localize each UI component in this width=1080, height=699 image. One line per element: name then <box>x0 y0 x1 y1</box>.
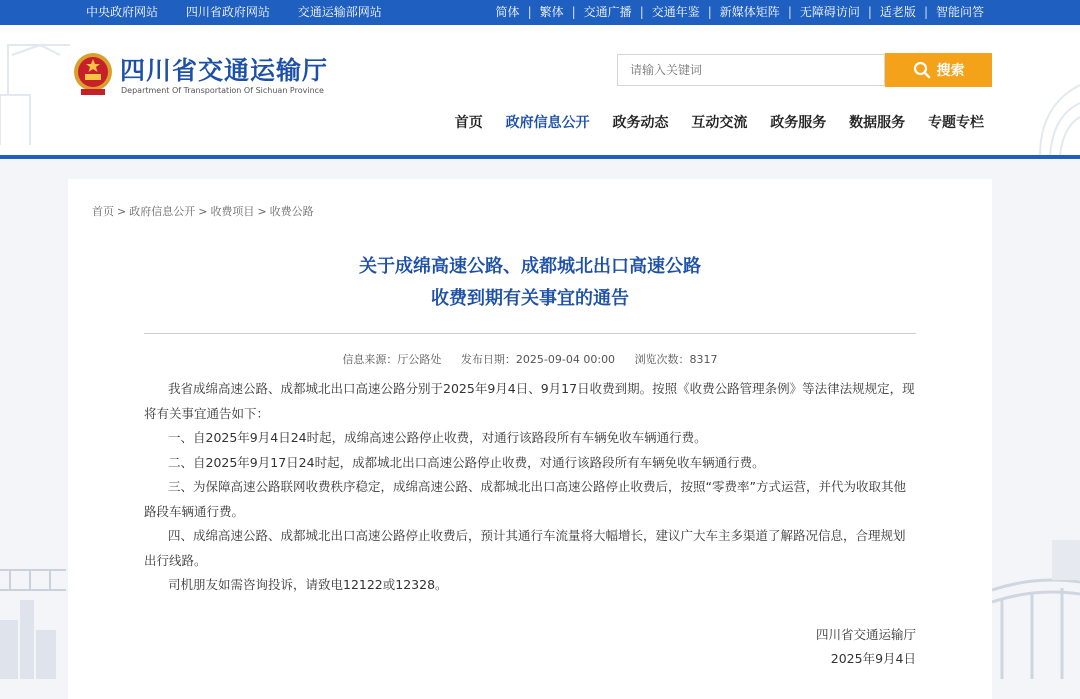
nav-special-topics[interactable]: 专题专栏 <box>928 115 984 131</box>
article-title-line2: 收费到期有关事宜的通告 <box>431 288 629 309</box>
link-smart-qa[interactable]: 智能问答 <box>935 5 984 19</box>
article-source: 信息来源：厅公路处 <box>342 353 442 366</box>
org-name-english: Department Of Transportation Of Sichuan Province <box>121 86 324 95</box>
article-card <box>68 179 992 699</box>
article-paragraph: 一、自2025年9月4日24时起，成绵高速公路停止收费，对通行该路段所有车辆免收车辆通行费。 <box>168 430 707 445</box>
link-accessibility[interactable]: 无障碍访问 <box>799 5 860 19</box>
article-paragraph: 三、为保障高速公路联网收费秩序稳定，成绵高速公路、成都城北出口高速公路停止收费后，按照“零费率”方式运营，并代为收取其他路段车辆通行费。 <box>144 479 906 519</box>
article-views: 浏览次数：8317 <box>634 353 718 366</box>
link-yearbook[interactable]: 交通年鉴 <box>651 5 700 19</box>
right-bridge-decoration <box>992 530 1080 679</box>
search-button-label: 搜索 <box>936 63 965 79</box>
nav-data-service[interactable]: 数据服务 <box>849 115 906 131</box>
signature-org: 四川省交通运输厅 <box>815 627 916 642</box>
main-nav <box>437 112 984 132</box>
top-bar <box>0 0 1080 25</box>
link-mot[interactable]: 交通运输部网站 <box>297 5 382 19</box>
article-title <box>68 251 992 315</box>
article-body <box>144 377 916 598</box>
nav-gov-service[interactable]: 政务服务 <box>770 115 827 131</box>
article-title-line1: 关于成绵高速公路、成都城北出口高速公路 <box>359 256 701 277</box>
title-divider <box>144 333 916 334</box>
header <box>0 25 1080 156</box>
breadcrumb-gov-info[interactable]: 政府信息公开 <box>129 205 196 218</box>
link-new-media[interactable]: 新媒体矩阵 <box>719 5 780 19</box>
org-name[interactable]: 四川省交通运输厅 <box>120 56 329 85</box>
signature-date: 2025年9月4日 <box>830 651 916 666</box>
article-paragraph: 二、自2025年9月17日24时起，成都城北出口高速公路停止收费，对通行该路段所有车辆免收车辆通行费。 <box>168 454 765 470</box>
nav-interaction[interactable]: 互动交流 <box>691 115 748 131</box>
national-emblem-logo <box>72 51 114 97</box>
nav-home[interactable]: 首页 <box>454 115 483 131</box>
search-input[interactable] <box>617 54 885 86</box>
top-left-links <box>86 0 406 25</box>
article-meta <box>68 351 992 367</box>
article-paragraph: 我省成绵高速公路、成都城北出口高速公路分别于2025年9月4日、9月17日收费到期。按照《收费公路管理条例》等法律法规规定，现将有关事宜通告如下： <box>144 381 915 421</box>
link-traditional[interactable]: 繁体 <box>539 5 564 19</box>
breadcrumb-home[interactable]: 首页 <box>92 205 114 218</box>
article-paragraph: 四、成绵高速公路、成都城北出口高速公路停止收费后，预计其通行车流量将大幅增长，建议广大车主多渠道了解路况信息，合理规划出行线路。 <box>144 528 906 568</box>
nav-gov-info[interactable]: 政府信息公开 <box>505 115 590 131</box>
link-central-gov[interactable]: 中央政府网站 <box>86 5 159 19</box>
breadcrumb-toll-projects[interactable]: 收费项目 <box>210 205 255 218</box>
breadcrumb-toll-roads[interactable]: 收费公路 <box>269 205 314 218</box>
header-divider <box>0 155 1080 159</box>
top-right-links: 简体 | 繁体 | 交通广播 | 交通年鉴 | 新媒体矩阵 | 无障碍访问 | 适老版 | 智能问答 <box>495 5 984 19</box>
link-simplified[interactable]: 简体 <box>495 5 520 19</box>
nav-gov-news[interactable]: 政务动态 <box>612 115 669 131</box>
search-button[interactable] <box>885 53 992 87</box>
breadcrumb: 首页 > 政府信息公开 > 收费项目 > 收费公路 <box>92 205 314 218</box>
link-traffic-radio[interactable]: 交通广播 <box>583 5 632 19</box>
search-icon <box>913 61 931 79</box>
article-date: 发布日期：2025-09-04 00:00 <box>460 353 616 366</box>
link-elder-mode[interactable]: 适老版 <box>879 5 916 19</box>
left-city-decoration <box>0 560 68 679</box>
article-paragraph: 司机朋友如需咨询投诉，请致电12122或12328。 <box>168 577 448 592</box>
link-sichuan-gov[interactable]: 四川省政府网站 <box>185 5 270 19</box>
article-signature <box>816 623 916 671</box>
